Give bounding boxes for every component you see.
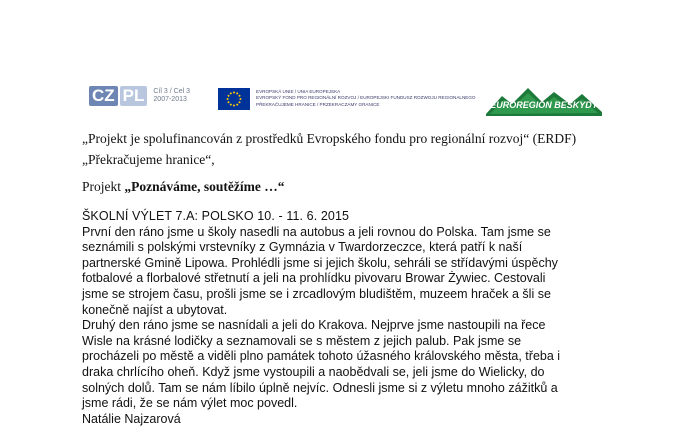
eu-flag-icon <box>218 88 250 110</box>
eu-caption <box>256 89 476 108</box>
czpl-logo <box>89 86 190 106</box>
article-line: jsme se strojem času, prošli jsme se i zrcadlovým bludištěm, muzeem hraček a šli se <box>82 286 551 301</box>
logo-bar <box>0 84 700 124</box>
eu-caption-line2: EVROPSKÝ FOND PRO REGIONÁLNÍ ROZVOJ / EUROPEJSKI FUNDUSZ ROZWOJU REGIONALNEGO <box>256 95 476 101</box>
eu-caption-line1: EVROPSKÁ UNIE / UNIA EUROPEJSKA <box>256 89 341 94</box>
article-title: ŠKOLNÍ VÝLET 7.A: POLSKO 10. - 11. 6. 2015 <box>82 209 350 223</box>
eu-stars-icon <box>218 88 250 110</box>
czpl-mark <box>89 86 147 106</box>
czpl-letters-pl: PL <box>120 86 148 106</box>
article-line: solných dolů. Tam se nám líbilo úplně nejvíc. Odnesli jsme si z výletu mnoho zážitků a <box>82 380 558 395</box>
article <box>82 209 682 427</box>
euroregion-beskydy-logo <box>484 84 604 118</box>
project-name: „Poznáváme, soutěžíme …“ <box>124 179 285 194</box>
article-line: První den ráno jsme u školy nasedli na autobus a jeli rovnou do Polska. Tam jsme se <box>82 224 551 239</box>
article-line: partnerské Gmině Lipowa. Prohlédli jsme si jejich školu, sehráli se střídavými úspěchy <box>82 255 558 270</box>
eu-caption-line3: PŘEKRAČUJEME HRANICE / PRZEKRACZAMY GRANICE <box>256 101 380 107</box>
project-prefix: Projekt <box>82 179 125 194</box>
svg-text:EUROREGION BESKYDY: EUROREGION BESKYDY <box>490 100 598 110</box>
beskydy-mountains-icon <box>484 84 604 118</box>
article-line: Druhý den ráno jsme se nasnídali a jeli do Krakova. Nejprve jsme nastoupili na řece <box>82 318 546 333</box>
article-line: jsme rádi, že se nám výlet moc povedl. <box>82 396 298 411</box>
eu-logo <box>218 88 476 110</box>
funding-statement: „Projekt je spolufinancován z prostředků Evropského fondu pro regionální rozvoj“ (ERDF) <box>82 131 577 146</box>
article-author: Natálie Najzarová <box>82 411 181 426</box>
article-line: procházeli po městě a viděli plno památek tohoto úžasného královského města, třeba i <box>82 349 561 364</box>
project-title <box>82 179 284 195</box>
czpl-caption-line2: 2007-2013 <box>153 96 187 103</box>
czpl-caption-line1: Cíl 3 / Cel 3 <box>153 88 190 95</box>
czpl-letters-cz: CZ <box>89 86 118 106</box>
article-line: fotbalové a florbalové střetnutí a jeli na prohlídku pivovaru Browar Żywiec. Cestovali <box>82 271 546 286</box>
article-line: konečně najíst a ubytovat. <box>82 302 228 317</box>
czpl-caption <box>153 88 190 104</box>
article-line: draka chrlícího oheň. Když jsme vystoupili a naobědvali se, jeli jsme do Wielicky, do <box>82 364 545 379</box>
article-line: Wisle na krásné lodičky a seznamovali se s městem z jejich palub. Pak jsme se <box>82 333 522 348</box>
program-name: „Překračujeme hranice“, <box>82 152 215 167</box>
article-line: seznámili s polskými vrstevníky z Gymnázia v Twardorzeczce, která patří k naší <box>82 240 523 255</box>
